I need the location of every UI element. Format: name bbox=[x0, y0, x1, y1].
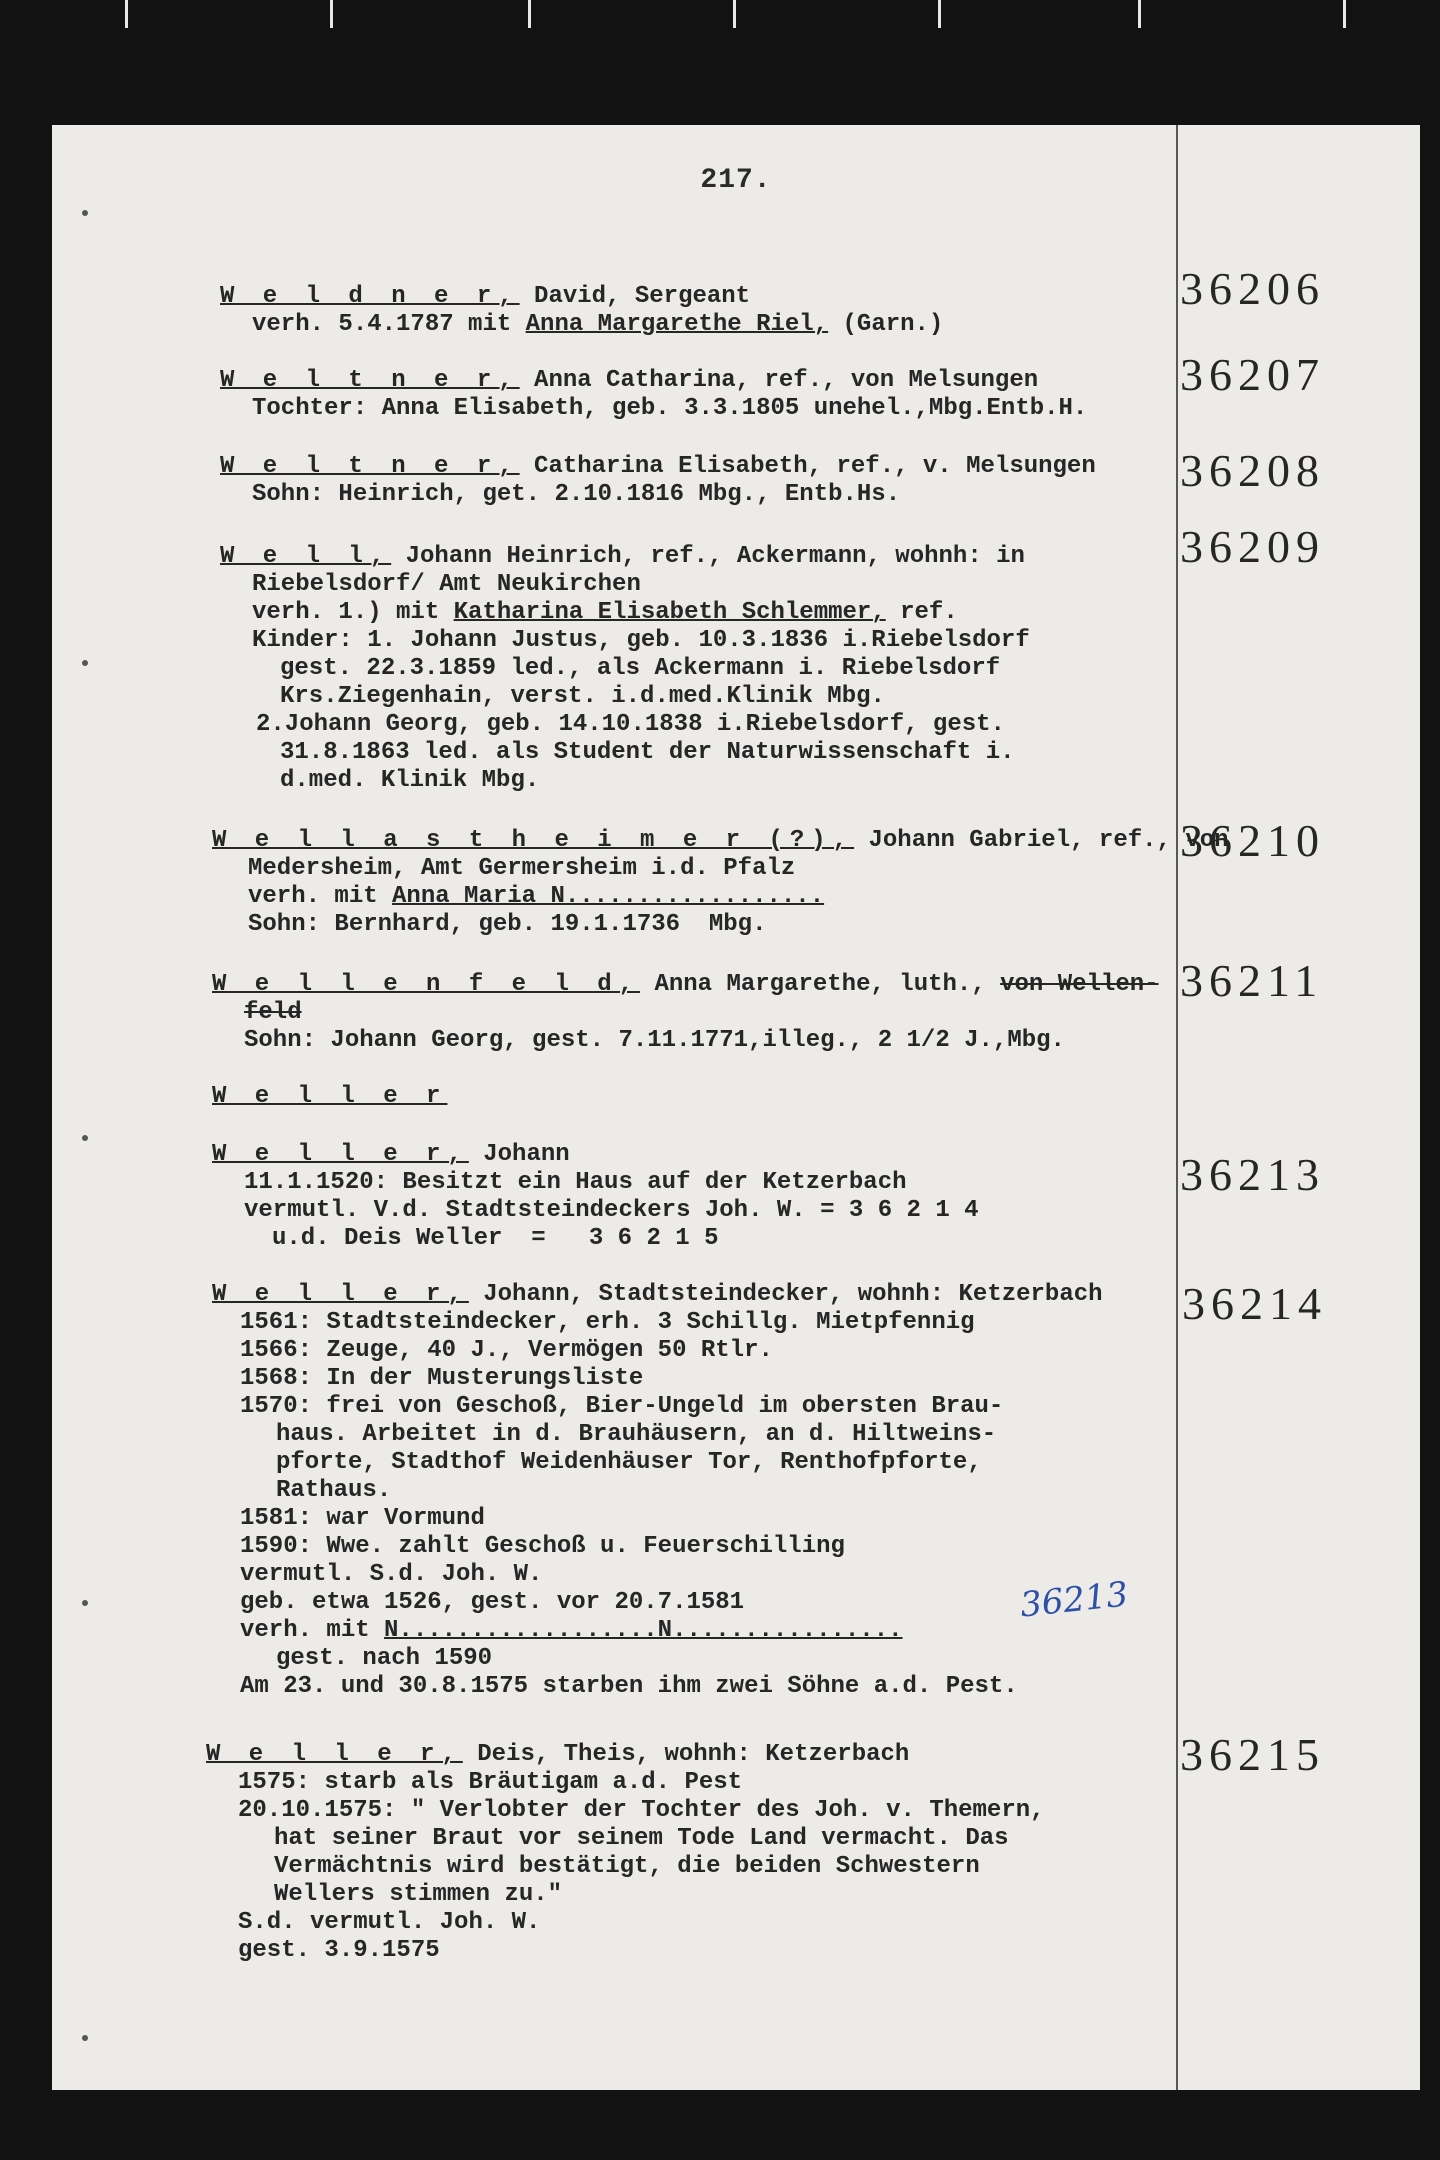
entry-line: Sohn: Heinrich, get. 2.10.1816 Mbg., Entb.Hs. bbox=[252, 481, 901, 508]
entry-line: Sohn: Johann Georg, gest. 7.11.1771,illeg., 2 1/2 J.,Mbg. bbox=[244, 1027, 1065, 1054]
spouse-name: N..................N................ bbox=[384, 1617, 903, 1644]
surname: W e l d n e r, bbox=[220, 283, 520, 310]
line-text: verh. 5.4.1787 mit bbox=[252, 311, 526, 338]
film-tick bbox=[528, 0, 531, 28]
entry-number: 36208 bbox=[1180, 445, 1325, 496]
line-text: Catharina Elisabeth, ref., v. Melsungen bbox=[519, 453, 1096, 480]
entry-line: 1575: starb als Bräutigam a.d. Pest bbox=[238, 1769, 743, 1796]
page-number: 217. bbox=[700, 165, 772, 196]
line-text: David, Sergeant bbox=[519, 283, 751, 310]
entry-line bbox=[220, 283, 750, 311]
entry-number: 36206 bbox=[1180, 263, 1325, 314]
surname: W e l l e r, bbox=[212, 1281, 469, 1308]
entry-line: Kinder: 1. Johann Justus, geb. 10.3.1836 i.Riebelsdorf bbox=[252, 627, 1030, 654]
document-page bbox=[52, 125, 1420, 2090]
entry-line: gest. nach 1590 bbox=[276, 1645, 493, 1672]
entry-line bbox=[248, 883, 824, 911]
entry-line: Riebelsdorf/ Amt Neukirchen bbox=[252, 571, 641, 598]
entry-line: 1570: frei von Geschoß, Bier-Ungeld im obersten Brau- bbox=[240, 1393, 1004, 1420]
entry-line: pforte, Stadthof Weidenhäuser Tor, Renthofpforte, bbox=[276, 1449, 982, 1476]
surname: W e l l e r, bbox=[212, 1141, 469, 1168]
line-text: Johann Gabriel, ref., von bbox=[854, 827, 1229, 854]
entry-line: 31.8.1863 led. als Student der Naturwissenschaft i. bbox=[280, 739, 1015, 766]
punch-dot bbox=[82, 660, 88, 666]
entry-line: 1581: war Vormund bbox=[240, 1505, 485, 1532]
entry-line: 1566: Zeuge, 40 J., Vermögen 50 Rtlr. bbox=[240, 1337, 773, 1364]
line-text: Anna Catharina, ref., von Melsungen bbox=[519, 367, 1039, 394]
entry-line bbox=[252, 599, 958, 627]
entry-line bbox=[252, 311, 943, 339]
entry-line: Vermächtnis wird bestätigt, die beiden Schwestern bbox=[274, 1853, 980, 1880]
entry-line: 11.1.1520: Besitzt ein Haus auf der Ketzerbach bbox=[244, 1169, 907, 1196]
line-text: Johann bbox=[468, 1141, 570, 1168]
film-tick bbox=[1138, 0, 1141, 28]
entry-line: Sohn: Bernhard, geb. 19.1.1736 Mbg. bbox=[248, 911, 767, 938]
spouse-name: Anna Margarethe Riel, bbox=[525, 311, 829, 338]
entry-line bbox=[212, 1281, 1103, 1309]
struck-text: von Wellen- bbox=[1000, 971, 1159, 998]
entry-line bbox=[212, 1141, 570, 1169]
surname: W e l t n e r, bbox=[220, 367, 520, 394]
entry-line: gest. 3.9.1575 bbox=[238, 1937, 440, 1964]
entry-number: 36210 bbox=[1180, 815, 1325, 866]
entry-line: Medersheim, Amt Germersheim i.d. Pfalz bbox=[248, 855, 796, 882]
film-tick bbox=[938, 0, 941, 28]
entry-line bbox=[206, 1741, 909, 1769]
punch-dot bbox=[82, 1135, 88, 1141]
line-text: ref. bbox=[885, 599, 958, 626]
line-text: Anna Margarethe, luth., bbox=[640, 971, 1001, 998]
entry-line: 1590: Wwe. zahlt Geschoß u. Feuerschilling bbox=[240, 1533, 845, 1560]
entry-line: u.d. Deis Weller = 3 6 2 1 5 bbox=[272, 1225, 719, 1252]
entry-line: Wellers stimmen zu." bbox=[274, 1881, 563, 1908]
surname: W e l l e r bbox=[212, 1083, 448, 1110]
entry-line: Krs.Ziegenhain, verst. i.d.med.Klinik Mbg. bbox=[280, 683, 885, 710]
line-text: Johann, Stadtsteindecker, wohnh: Ketzerbach bbox=[468, 1281, 1103, 1308]
line-text: verh. mit bbox=[240, 1617, 385, 1644]
entry-line bbox=[240, 1617, 903, 1645]
entry-line: 2.Johann Georg, geb. 14.10.1838 i.Riebelsdorf, gest. bbox=[256, 711, 1005, 738]
spouse-name: Katharina Elisabeth Schlemmer, bbox=[453, 599, 886, 626]
entry-line: d.med. Klinik Mbg. bbox=[280, 767, 540, 794]
punch-dot bbox=[82, 1600, 88, 1606]
film-tick bbox=[125, 0, 128, 28]
entry-line: 1568: In der Musterungsliste bbox=[240, 1365, 644, 1392]
entry-number: 36215 bbox=[1180, 1729, 1325, 1780]
entry-line: 20.10.1575: " Verlobter der Tochter des Joh. v. Themern, bbox=[238, 1797, 1045, 1824]
spouse-name: Anna Maria N.................. bbox=[392, 883, 825, 910]
entry-line bbox=[220, 543, 1025, 571]
entry-line: S.d. vermutl. Joh. W. bbox=[238, 1909, 541, 1936]
film-tick bbox=[733, 0, 736, 28]
surname: W e l t n e r, bbox=[220, 453, 520, 480]
entry-line: 1561: Stadtsteindecker, erh. 3 Schillg. Mietpfennig bbox=[240, 1309, 975, 1336]
line-text: verh. 1.) mit bbox=[252, 599, 454, 626]
entry-number: 36213 bbox=[1180, 1149, 1325, 1200]
struck-text: feld bbox=[244, 999, 302, 1026]
entry-number: 36207 bbox=[1180, 349, 1325, 400]
film-tick bbox=[1343, 0, 1346, 28]
entry-number: 36214 bbox=[1182, 1278, 1327, 1329]
entry-line bbox=[220, 367, 1038, 395]
entry-line bbox=[212, 971, 1159, 999]
section-heading bbox=[212, 1083, 447, 1111]
handwritten-note: 36213 bbox=[1018, 1574, 1130, 1626]
entry-line: geb. etwa 1526, gest. vor 20.7.1581 bbox=[240, 1589, 745, 1616]
entry-line bbox=[220, 453, 1096, 481]
punch-dot bbox=[82, 210, 88, 216]
entry-line: Tochter: Anna Elisabeth, geb. 3.3.1805 unehel.,Mbg.Entb.H. bbox=[252, 395, 1088, 422]
margin-rule bbox=[1176, 125, 1178, 2090]
entry-line: haus. Arbeitet in d. Brauhäusern, an d. Hiltweins- bbox=[276, 1421, 997, 1448]
punch-dot bbox=[82, 2035, 88, 2041]
entry-line: Rathaus. bbox=[276, 1477, 392, 1504]
entry-number: 36209 bbox=[1180, 521, 1325, 572]
surname: W e l l e r, bbox=[206, 1741, 463, 1768]
line-text: (Garn.) bbox=[828, 311, 944, 338]
surname: W e l l e n f e l d, bbox=[212, 971, 641, 998]
film-tick bbox=[330, 0, 333, 28]
entry-line: hat seiner Braut vor seinem Tode Land vermacht. Das bbox=[274, 1825, 1009, 1852]
line-text: Johann Heinrich, ref., Ackermann, wohnh: in bbox=[391, 543, 1025, 570]
entry-line: Am 23. und 30.8.1575 starben ihm zwei Söhne a.d. Pest. bbox=[240, 1673, 1018, 1700]
line-text: Deis, Theis, wohnh: Ketzerbach bbox=[462, 1741, 910, 1768]
entry-line: vermutl. S.d. Joh. W. bbox=[240, 1561, 543, 1588]
entry-line: gest. 22.3.1859 led., als Ackermann i. Riebelsdorf bbox=[280, 655, 1001, 682]
surname: W e l l a s t h e i m e r (?), bbox=[212, 827, 855, 854]
line-text: verh. mit bbox=[248, 883, 393, 910]
entry-line: vermutl. V.d. Stadtsteindeckers Joh. W. = 3 6 2 1 4 bbox=[244, 1197, 979, 1224]
entry-number: 36211 bbox=[1180, 955, 1324, 1006]
surname: W e l l, bbox=[220, 543, 392, 570]
entry-line bbox=[212, 827, 1229, 855]
